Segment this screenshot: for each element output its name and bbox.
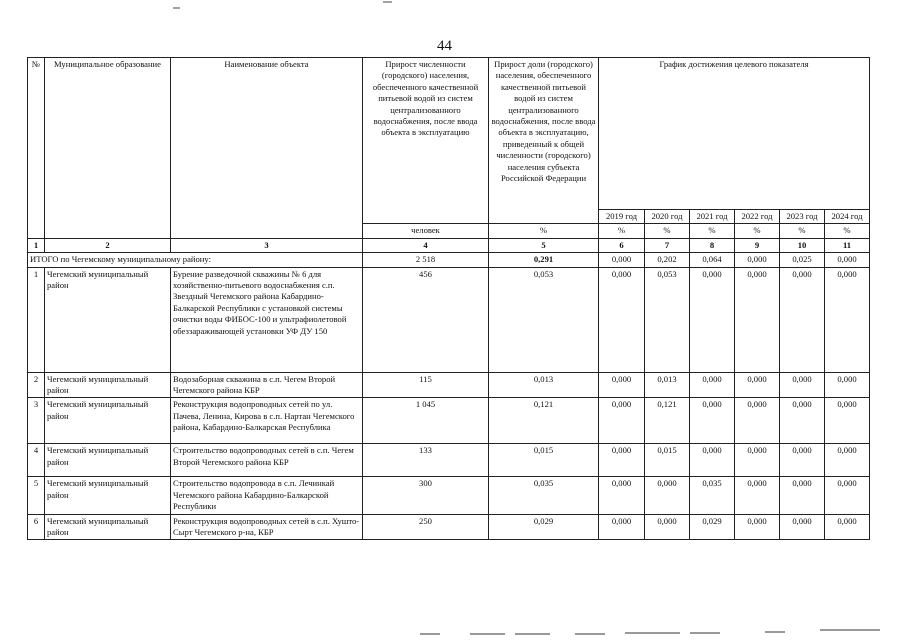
row-year-value: 0,000 [645, 514, 690, 540]
column-numbers-row [28, 238, 870, 252]
row-year-value: 0,000 [825, 514, 870, 540]
row-object: Строительство водопроводных сетей в с.п. Чегем Второй Чегемского района КБР [171, 444, 363, 477]
row-year-value: 0,000 [690, 372, 735, 398]
row-population: 300 [363, 477, 489, 514]
row-year-value: 0,000 [780, 267, 825, 372]
row-year-value: 0,029 [690, 514, 735, 540]
header-row [28, 58, 870, 210]
row-year-value: 0,000 [780, 398, 825, 444]
indicator-table [27, 57, 870, 540]
row-population: 250 [363, 514, 489, 540]
row-share: 0,013 [489, 372, 599, 398]
table-row [28, 444, 870, 477]
row-year-value: 0,015 [645, 444, 690, 477]
row-year-value: 0,000 [735, 267, 780, 372]
total-year-value: 0,064 [690, 253, 735, 267]
unit-year: % [780, 224, 825, 238]
page-number: 44 [437, 38, 452, 54]
row-population: 115 [363, 372, 489, 398]
row-year-value: 0,000 [735, 477, 780, 514]
header-schedule: График достижения целевого показателя [599, 58, 870, 210]
column-number: 11 [825, 238, 870, 252]
row-year-value: 0,000 [735, 444, 780, 477]
column-number: 9 [735, 238, 780, 252]
row-municipality: Чегемский муниципальный район [45, 372, 171, 398]
total-share: 0,291 [489, 253, 599, 267]
header-share: Прирост доли (городского) населения, обеспеченного качественной питьевой водой из систем централизованного водоснабжения, после ввода объекта в эксплуатацию, приведенный к общей численности (городского) населения субъекта Российской Федерации [489, 58, 599, 224]
row-number: 6 [28, 514, 45, 540]
row-municipality: Чегемский муниципальный район [45, 444, 171, 477]
row-year-value: 0,000 [599, 267, 645, 372]
row-year-value: 0,053 [645, 267, 690, 372]
header-year: 2024 год [825, 210, 870, 224]
total-label: ИТОГО по Чегемскому муниципальному району: [28, 253, 363, 267]
column-number: 7 [645, 238, 690, 252]
row-year-value: 0,121 [645, 398, 690, 444]
table-row [28, 514, 870, 540]
table-row [28, 398, 870, 444]
row-number: 1 [28, 267, 45, 372]
row-year-value: 0,000 [735, 514, 780, 540]
total-year-value: 0,000 [735, 253, 780, 267]
unit-year: % [645, 224, 690, 238]
row-object: Реконструкция водопроводных сетей по ул. Пачева, Ленина, Кирова в с.п. Нартан Чегемского района, Кабардино-Балкарская Республика [171, 398, 363, 444]
row-number: 2 [28, 372, 45, 398]
column-number: 1 [28, 238, 45, 252]
total-row [28, 253, 870, 267]
column-number: 6 [599, 238, 645, 252]
total-year-value: 0,000 [599, 253, 645, 267]
row-object: Бурение разведочной скважины № 6 для хозяйственно-питьевого водоснабжения с.п. Звездный Чегемского района Кабардино-Балкарской Республики с установкой системы очистки воды ФИБОС-100 и ультрафиолетовой обеззараживающей установки УФ ДУ 150 [171, 267, 363, 372]
row-year-value: 0,000 [645, 477, 690, 514]
row-municipality: Чегемский муниципальный район [45, 514, 171, 540]
header-object: Наименование объекта [171, 58, 363, 239]
row-object: Реконструкция водопроводных сетей в с.п. Хушто-Сырт Чегемского р-на, КБР [171, 514, 363, 540]
column-number: 4 [363, 238, 489, 252]
row-municipality: Чегемский муниципальный район [45, 477, 171, 514]
total-year-value: 0,025 [780, 253, 825, 267]
table-row [28, 267, 870, 372]
row-share: 0,015 [489, 444, 599, 477]
row-municipality: Чегемский муниципальный район [45, 267, 171, 372]
row-year-value: 0,000 [599, 477, 645, 514]
row-number: 3 [28, 398, 45, 444]
row-year-value: 0,000 [599, 444, 645, 477]
row-year-value: 0,000 [599, 398, 645, 444]
column-number: 3 [171, 238, 363, 252]
column-number: 2 [45, 238, 171, 252]
total-population: 2 518 [363, 253, 489, 267]
unit-year: % [735, 224, 780, 238]
row-population: 456 [363, 267, 489, 372]
table-row [28, 477, 870, 514]
header-year: 2022 год [735, 210, 780, 224]
row-year-value: 0,000 [780, 372, 825, 398]
row-year-value: 0,000 [599, 514, 645, 540]
unit-share: % [489, 224, 599, 238]
row-year-value: 0,000 [825, 444, 870, 477]
row-population: 1 045 [363, 398, 489, 444]
table-row [28, 372, 870, 398]
row-year-value: 0,000 [690, 267, 735, 372]
row-year-value: 0,013 [645, 372, 690, 398]
unit-year: % [599, 224, 645, 238]
row-year-value: 0,000 [780, 514, 825, 540]
row-year-value: 0,035 [690, 477, 735, 514]
header-year: 2020 год [645, 210, 690, 224]
row-year-value: 0,000 [599, 372, 645, 398]
row-year-value: 0,000 [735, 372, 780, 398]
total-year-value: 0,000 [825, 253, 870, 267]
row-municipality: Чегемский муниципальный район [45, 398, 171, 444]
header-year: 2021 год [690, 210, 735, 224]
row-population: 133 [363, 444, 489, 477]
unit-year: % [690, 224, 735, 238]
header-year: 2019 год [599, 210, 645, 224]
row-year-value: 0,000 [690, 398, 735, 444]
row-year-value: 0,000 [825, 398, 870, 444]
unit-year: % [825, 224, 870, 238]
row-year-value: 0,000 [825, 477, 870, 514]
row-number: 4 [28, 444, 45, 477]
header-population: Прирост численности (городского) населения, обеспеченного качественной питьевой водой из систем централизованного водоснабжения, после ввода объекта в эксплуатацию [363, 58, 489, 224]
row-object: Водозаборная скважина в с.п. Чегем Второй Чегемского района КБР [171, 372, 363, 398]
header-no: № [28, 58, 45, 239]
unit-population: человек [363, 224, 489, 238]
header-year: 2023 год [780, 210, 825, 224]
column-number: 5 [489, 238, 599, 252]
column-number: 8 [690, 238, 735, 252]
row-share: 0,029 [489, 514, 599, 540]
row-object: Строительство водопровода в с.п. Лечинкай Чегемского района Кабардино-Балкарской Республики [171, 477, 363, 514]
row-year-value: 0,000 [825, 267, 870, 372]
row-year-value: 0,000 [690, 444, 735, 477]
row-year-value: 0,000 [780, 444, 825, 477]
row-number: 5 [28, 477, 45, 514]
row-share: 0,035 [489, 477, 599, 514]
total-year-value: 0,202 [645, 253, 690, 267]
row-share: 0,053 [489, 267, 599, 372]
row-share: 0,121 [489, 398, 599, 444]
column-number: 10 [780, 238, 825, 252]
row-year-value: 0,000 [825, 372, 870, 398]
row-year-value: 0,000 [780, 477, 825, 514]
row-year-value: 0,000 [735, 398, 780, 444]
header-municipality: Муниципальное образование [45, 58, 171, 239]
